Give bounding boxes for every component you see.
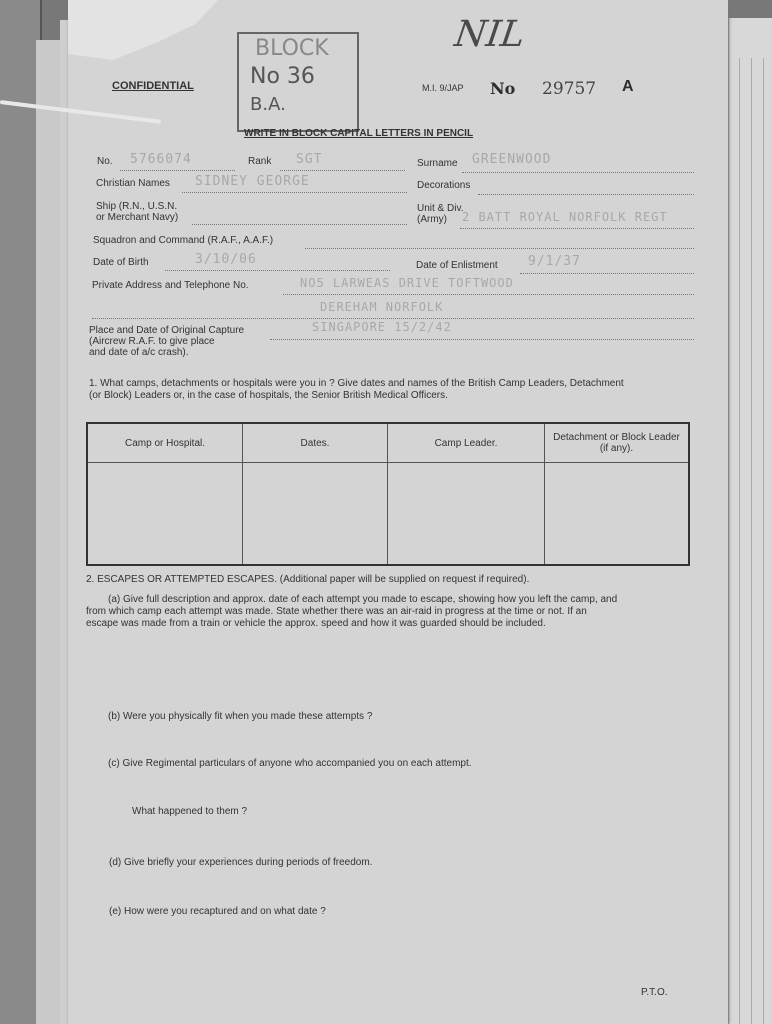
capture-label-3: and date of a/c crash). [89,347,189,358]
col-camp: Camp or Hospital. [87,423,243,463]
enlistment-label: Date of Enlistment [416,260,498,271]
unit-value: 2 BATT ROYAL NORFOLK REGT [462,210,668,224]
dob-label: Date of Birth [93,257,149,268]
address-value-1: NO5 LARWEAS DRIVE TOFTWOOD [300,276,514,290]
decorations-label: Decorations [417,180,471,191]
enlistment-value: 9/1/37 [528,254,581,269]
series-letter: A [622,78,634,95]
q2c-followup: What happened to them ? [132,806,248,817]
dob-value: 3/10/06 [195,252,257,267]
no-label: No. [97,156,113,167]
unit-label-1: Unit & Div. [417,203,464,214]
surname-value: GREENWOOD [472,152,552,167]
stamp-line-2: No 36 [250,64,315,89]
q1-text-2: (or Block) Leaders or, in the case of hospitals, the Senior British Medical Officers. [89,390,448,401]
instruction-text: WRITE IN BLOCK CAPITAL LETTERS IN PENCIL [244,128,474,139]
q2a-text-2: from which camp each attempt was made. State whether there was an air-raid in progress at the time or not. If an [86,606,587,617]
cell-detachment [545,463,690,566]
squadron-label: Squadron and Command (R.A.F., A.A.F.) [93,235,274,246]
no-value: 5766074 [130,152,192,167]
nil-handwritten: NIL [452,14,528,55]
number-label: No [490,79,516,98]
cell-leader [388,463,545,566]
cell-dates [243,463,388,566]
confidential-label: CONFIDENTIAL [112,80,194,92]
col-detachment-leader: Detachment or Block Leader (if any). [545,423,690,463]
rank-value: SGT [296,152,323,167]
camps-table [86,422,690,566]
q2d-text: (d) Give briefly your experiences during periods of freedom. [109,857,373,868]
christian-names-value: SIDNEY GEORGE [195,174,310,189]
col-dates: Dates. [243,423,388,463]
stamp-line-1: BLOCK [255,36,329,61]
q2b-text: (b) Were you physically fit when you made these attempts ? [108,711,373,722]
form-number: 29757 [542,79,597,99]
q2c-text: (c) Give Regimental particulars of anyone who accompanied you on each attempt. [108,758,472,769]
surname-label: Surname [417,158,458,169]
form-ref: M.I. 9/JAP [422,83,464,93]
q2a-text-3: escape was made from a train or vehicle the approx. speed and how it was guarded should be included. [86,618,546,629]
pto-label: P.T.O. [641,987,668,998]
col-camp-leader: Camp Leader. [388,423,545,463]
capture-value: SINGAPORE 15/2/42 [312,320,452,334]
binder-spine [36,40,60,1024]
capture-label-2: (Aircrew R.A.F. to give place [89,336,215,347]
q2-heading: 2. ESCAPES OR ATTEMPTED ESCAPES. (Additional paper will be supplied on request if required). [86,574,530,585]
rank-label: Rank [248,156,272,167]
ship-label-2: or Merchant Navy) [96,212,179,223]
ship-label-1: Ship (R.N., U.S.N. [96,201,178,212]
q1-text-1: 1. What camps, detachments or hospitals were you in ? Give dates and names of the British Camp Leaders, Detachment [89,378,624,389]
q2e-text: (e) How were you recaptured and on what date ? [109,906,326,917]
page-stack-edge [728,18,772,1024]
address-label: Private Address and Telephone No. [92,280,249,291]
address-value-2: DEREHAM NORFOLK [320,300,444,314]
q2a-text-1: (a) Give full description and approx. date of each attempt you made to escape, showing how you left the camp, and [108,594,618,605]
cell-camp [87,463,243,566]
unit-label-2: (Army) [417,214,447,225]
capture-label-1: Place and Date of Original Capture [89,325,245,336]
christian-names-label: Christian Names [96,178,170,189]
stamp-line-3: B.A. [250,94,286,115]
